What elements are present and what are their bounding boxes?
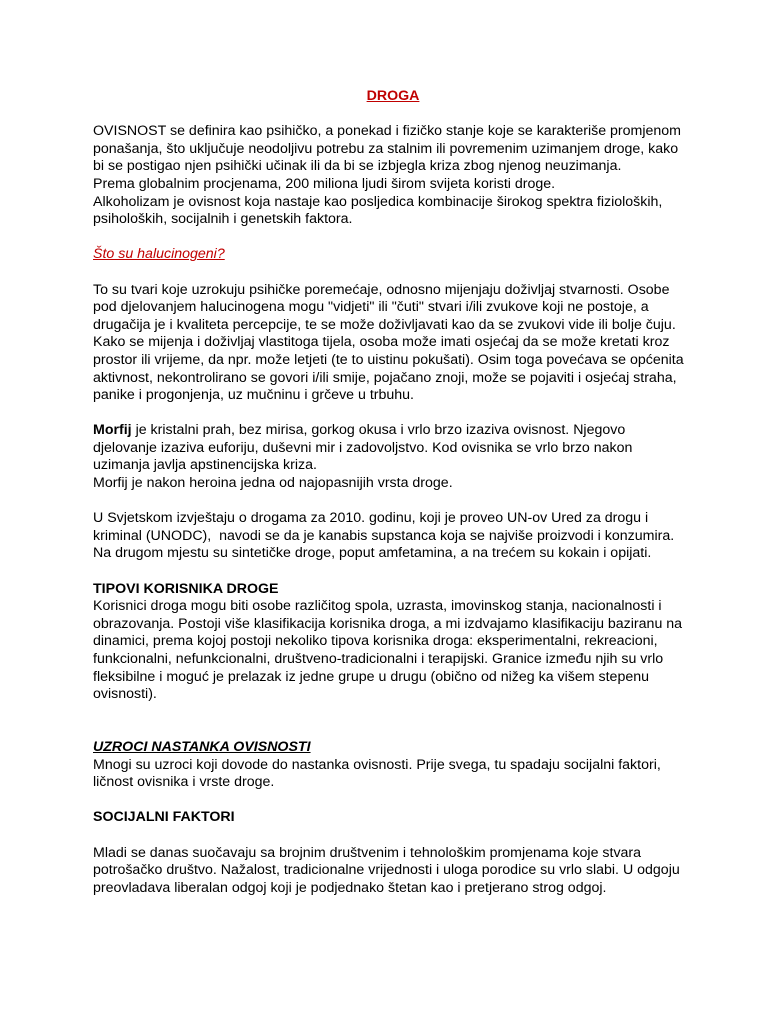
intro-statistic: Prema globalnim procjenama, 200 miliona ljudi širom svijeta koristi droge. xyxy=(93,175,556,192)
morfij-text: je kristalni prah, bez mirisa, gorkog okusa i vrlo brzo izaziva ovisnost. Njegovo djelovanje izaziva euforiju, duševni mir i zadovoljstvo. Kod ovisnika se vrlo brzo nakon uzimanja javlja apstinencijska kriza. xyxy=(93,422,637,474)
tipovi-paragraph: Korisnici droga mogu biti osobe različitog spola, uzrasta, imovinskog stanja, nacionalnosti i obrazovanja. Postoji više klasifikacija korisnika droga, a mi izdvajamo klasifikaciju baziranu na dinamici, prema kojoj postoji nekoliko tipova korisnika droga: eksperimentalni, rekreacioni, funkcionalni, nefunkcionalni, društveno-tradicionalni i terapijski. Granice između njih su vrlo fleksibilne i moguć je prelazak iz jedne grupe u drugu (obično od nižeg ka višem stepenu ovisnosti). xyxy=(93,598,687,703)
uzroci-paragraph: Mnogi su uzroci koji dovode do nastanka ovisnosti. Prije svega, tu spadaju socijalni faktori, ličnost ovisnika i vrste droge. xyxy=(93,756,665,791)
tipovi-heading: TIPOVI KORISNIKA DROGE xyxy=(93,580,279,597)
halucinogeni-paragraph: To su tvari koje uzrokuju psihičke poremećaje, odnosno mijenjaju doživljaj stvarnosti. Osobe pod djelovanjem halucinogena mogu "vidjeti" ili "čuti" stvari i/ili zvukove koji ne postoje, a drugačija je i kvaliteta percepcije, te se može doživljavati kao da se zvukovi vide ili bolje čuju. Kako se mijenja i doživljaj vlastitoga tijela, osoba može imati osjećaj da se može kretati kroz prostor ili vrijeme, da npr. može letjeti (te to uistinu pokušati). Osim toga povećava se općenita aktivnost, nekontrolirano se govori i/ili smije, pojačano znoji, može se pojaviti i osjećaj straha, panike i progonjenja, uz mučninu i grčeve u trbuhu. xyxy=(93,281,688,404)
spacer xyxy=(93,264,693,282)
spacer xyxy=(93,704,693,739)
morfij-paragraph xyxy=(93,422,693,475)
intro-alcoholism: Alkoholizam je ovisnost koja nastaje kao posljedica kombinacije širokog spektra fizioloških, psiholoških, socijalnih i genetskih faktora. xyxy=(93,193,667,228)
spacer xyxy=(93,827,693,845)
document-title: DROGA xyxy=(366,88,420,104)
spacer xyxy=(93,229,693,247)
socijalni-paragraph: Mladi se danas suočavaju sa brojnim društvenim i tehnološkim promjenama koje stvara potrošačko društvo. Nažalost, tradicionalne vrijednosti i uloga porodice su vrlo slabi. U odgoju preovladava liberalan odgoj koji je podjednako štetan kao i pretjerano strog odgoj. xyxy=(93,844,684,896)
spacer xyxy=(93,493,693,511)
spacer xyxy=(93,563,693,581)
intro-paragraph: OVISNOST se definira kao psihičko, a ponekad i fizičko stanje koje se karakteriše promjenom ponašanja, što uključuje neodoljivu potrebu za stalnim ili povremenim uzimanjem droge, kako bi se postigao njen psihički učinak ili da bi se izbjegla kriza zbog njenog neuzimanja. xyxy=(93,123,685,175)
uzroci-heading: UZROCI NASTANKA OVISNOSTI xyxy=(93,738,311,755)
socijalni-heading: SOCIJALNI FAKTORI xyxy=(93,809,235,826)
spacer xyxy=(93,106,693,124)
morfij-note: Morfij je nakon heroina jedna od najopasnijih vrsta droge. xyxy=(93,475,453,492)
spacer xyxy=(93,405,693,423)
document-body xyxy=(93,88,693,897)
unodc-paragraph: U Svjetskom izvještaju o drogama za 2010. godinu, koji je proveo UN-ov Ured za drogu i kriminal (UNODC), navodi se da je kanabis supstanca koja se najviše proizvodi i konzumira. Na drugom mjestu su sintetičke droge, poput amfetamina, a na trećem su kokain i opijati. xyxy=(93,510,679,562)
morfij-term: Morfij xyxy=(93,422,132,439)
spacer xyxy=(93,792,693,810)
halucinogeni-heading: Što su halucinogeni? xyxy=(93,246,225,263)
